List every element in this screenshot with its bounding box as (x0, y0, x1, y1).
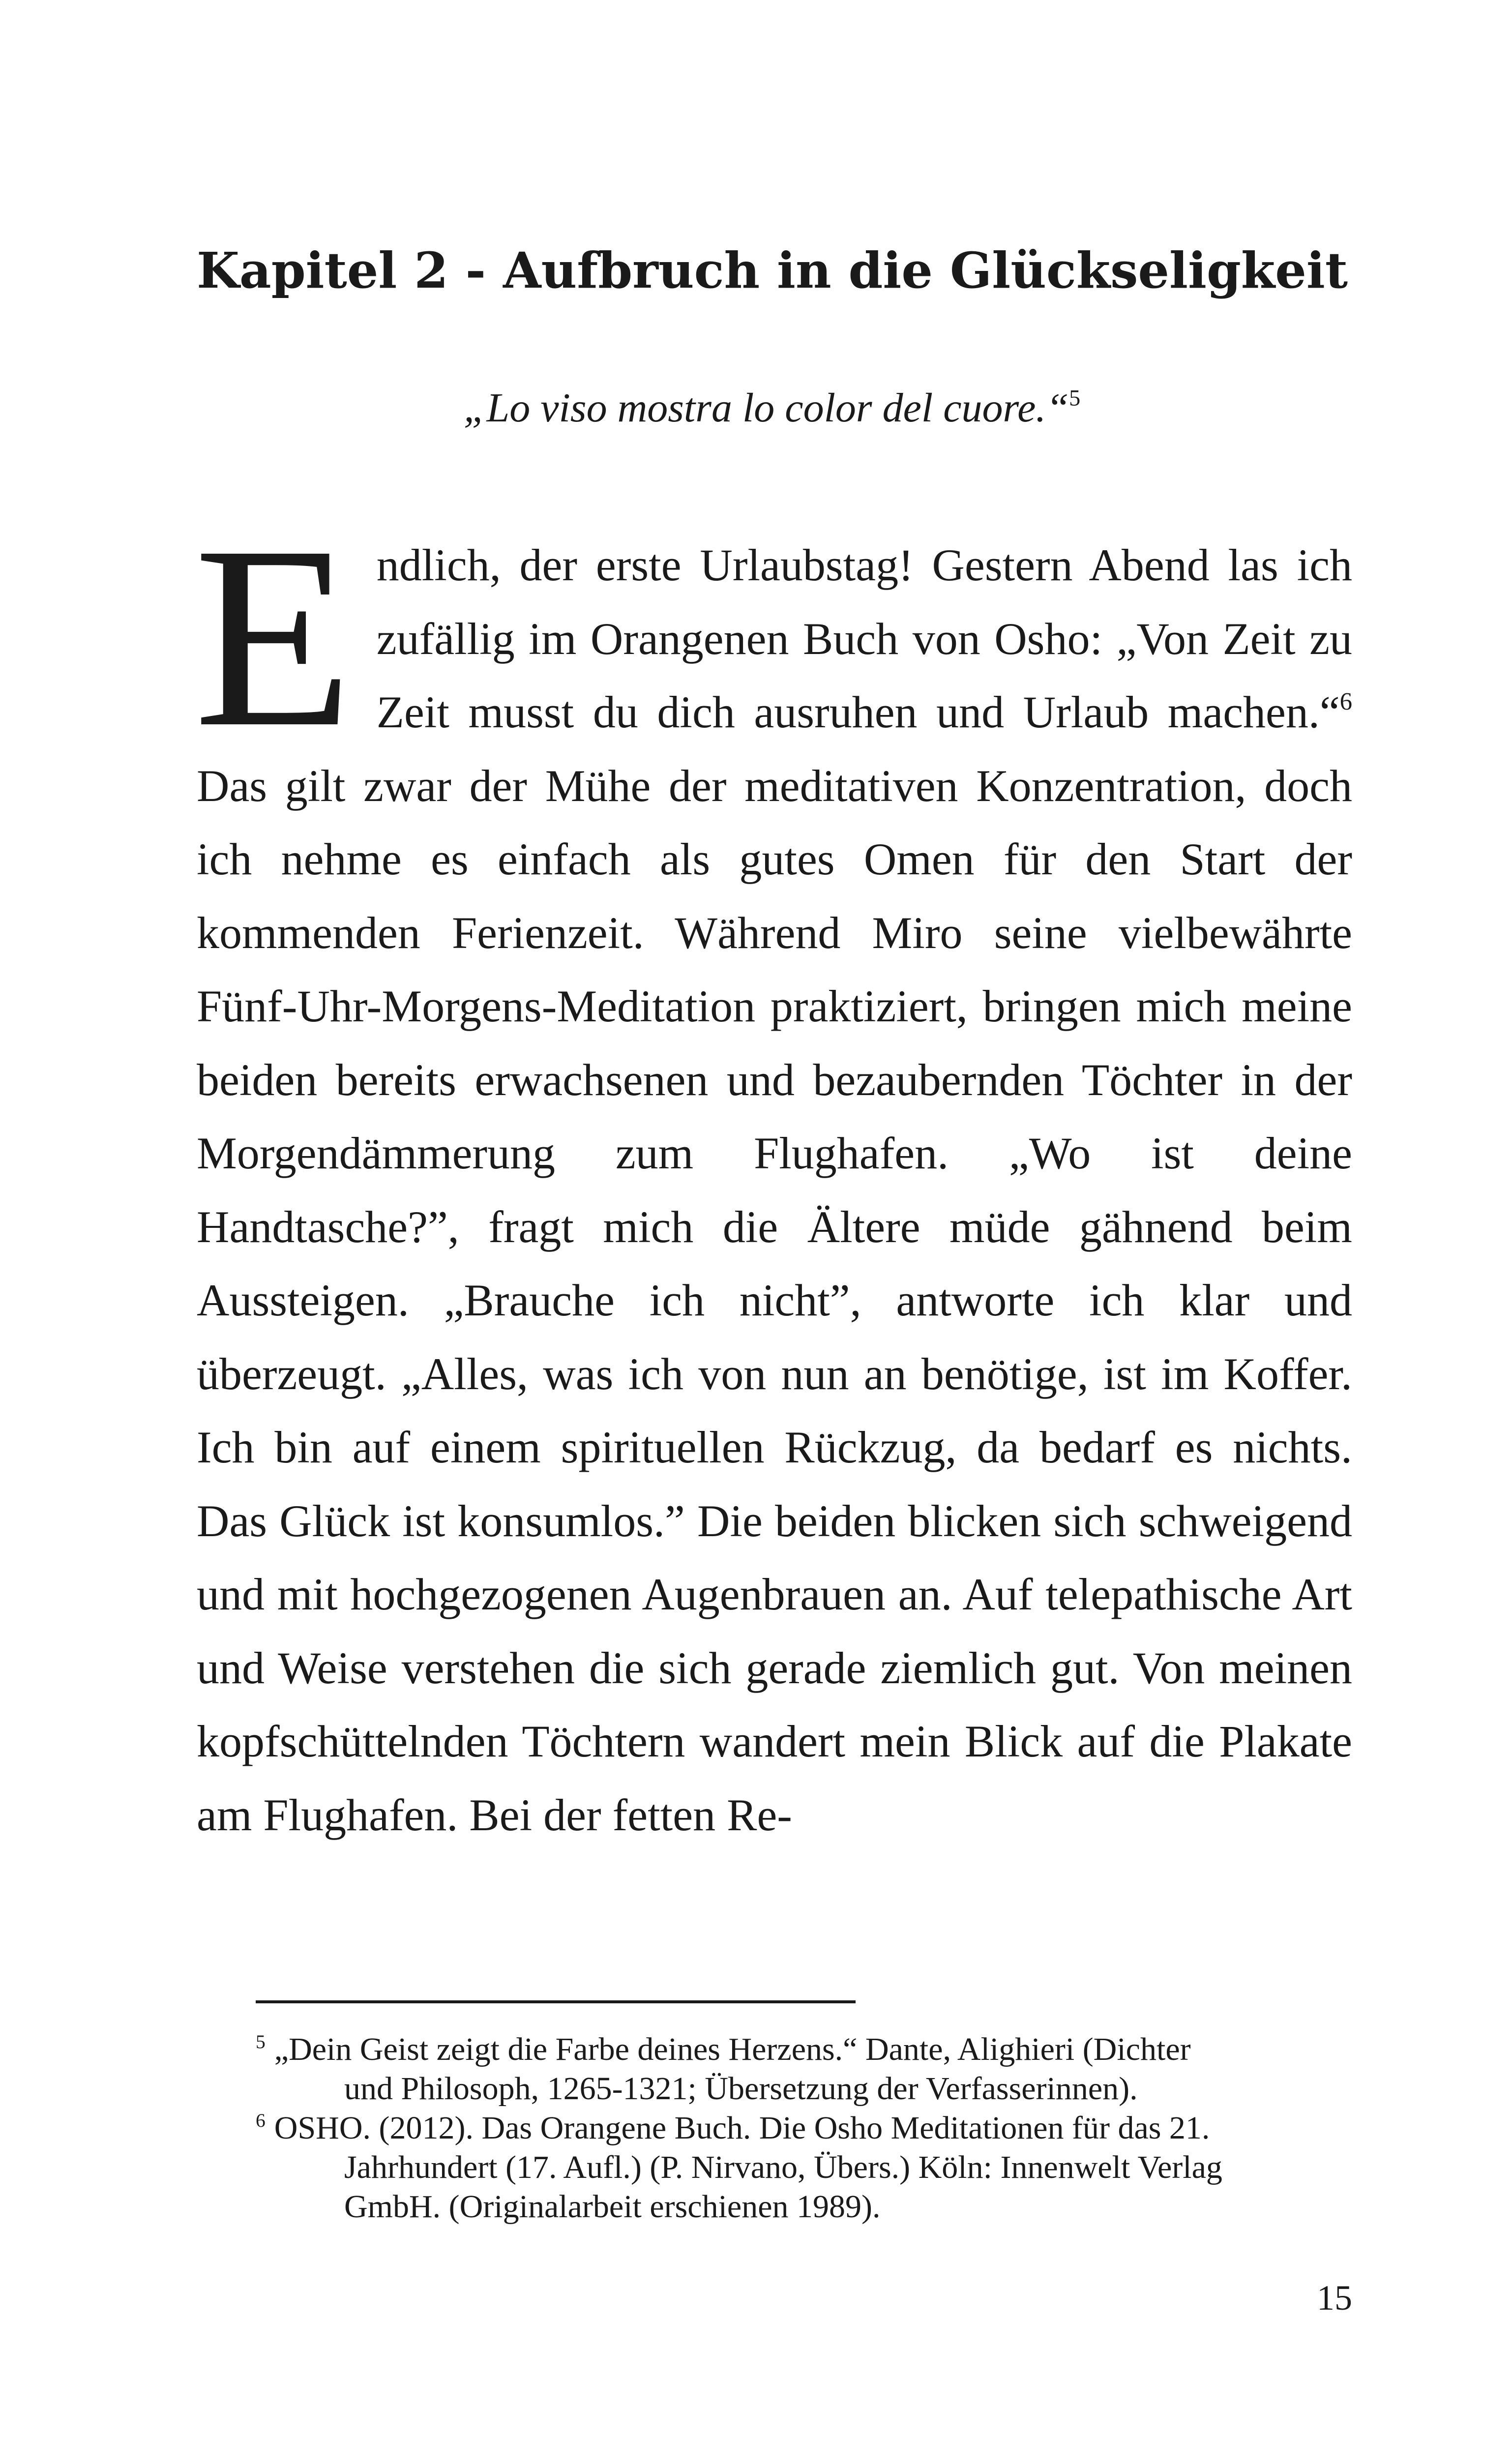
footnote-6 (256, 2109, 1352, 2227)
footnote-text-line: OSHO. (2012). Das Orangene Buch. Die Osho Meditationen für das 21. (274, 2110, 1210, 2146)
footnote-separator (256, 2000, 856, 2003)
footnote-text-line: GmbH. (Originalarbeit erschienen 1989). (344, 2189, 881, 2225)
body-footnote-ref: 6 (1339, 687, 1352, 715)
footnote-text-line: Jahrhundert (17. Aufl.) (P. Nirvano, Übers.) Köln: Innenwelt Verlag (344, 2149, 1222, 2185)
body-text-part-1: ndlich, der erste Urlaubstag! Gestern Abend las ich zufällig im Orangenen Buch von Osho: „Von Zeit zu Zeit musst du dich ausruhen und Urlaub machen.“ (376, 540, 1352, 737)
footnote-number: 6 (256, 2110, 266, 2132)
body-paragraph (194, 492, 1352, 1852)
body-text-part-2: Das gilt zwar der Mühe der meditativen Konzentration, doch ich nehme es einfach als gutes Omen für den Start der kommenden Ferienzeit. Während Miro seine vielbewährte Fünf-Uhr-Morgens-Meditation praktiziert, bringen mich meine beiden bereits erwachsenen und bezaubernden Töchter in der Morgendämmerung zum Flughafen. „Wo ist deine Handtasche?”, fragt mich die Ältere müde gähnend beim Aussteigen. „Brauche ich nicht”, antworte ich klar und überzeugt. „Alles, was ich von nun an benötige, ist im Koffer. Ich bin auf einem spirituellen Rückzug, da bedarf es nichts. Das Glück ist konsumlos.” Die beiden blicken sich schweigend und mit hochgezogenen Augenbrauen an. Auf telepathische Art und Weise verstehen die sich gerade ziemlich gut. Von meinen kopfschüttelnden Töchtern wandert mein Blick auf die Plakate am Flughafen. Bei der fetten Re- (197, 760, 1352, 1840)
epigraph-footnote-ref: 5 (1069, 385, 1081, 411)
footnote-text-line: und Philosoph, 1265-1321; Übersetzung der Verfasserinnen). (344, 2071, 1138, 2107)
epigraph-text: „Lo viso mostra lo color del cuore.“ (463, 385, 1069, 431)
drop-cap: E (194, 492, 353, 781)
page-number: 15 (1317, 2278, 1352, 2318)
footnotes (256, 2030, 1352, 2227)
footnote-text-line: „Dein Geist zeigt die Farbe deines Herzens.“ Dante, Alighieri (Dichter (274, 2031, 1191, 2067)
footnote-number: 5 (256, 2031, 266, 2053)
footnote-5 (256, 2030, 1352, 2109)
chapter-title: Kapitel 2 - Aufbruch in die Glückseligkeit (197, 241, 1348, 299)
epigraph (197, 379, 1347, 438)
